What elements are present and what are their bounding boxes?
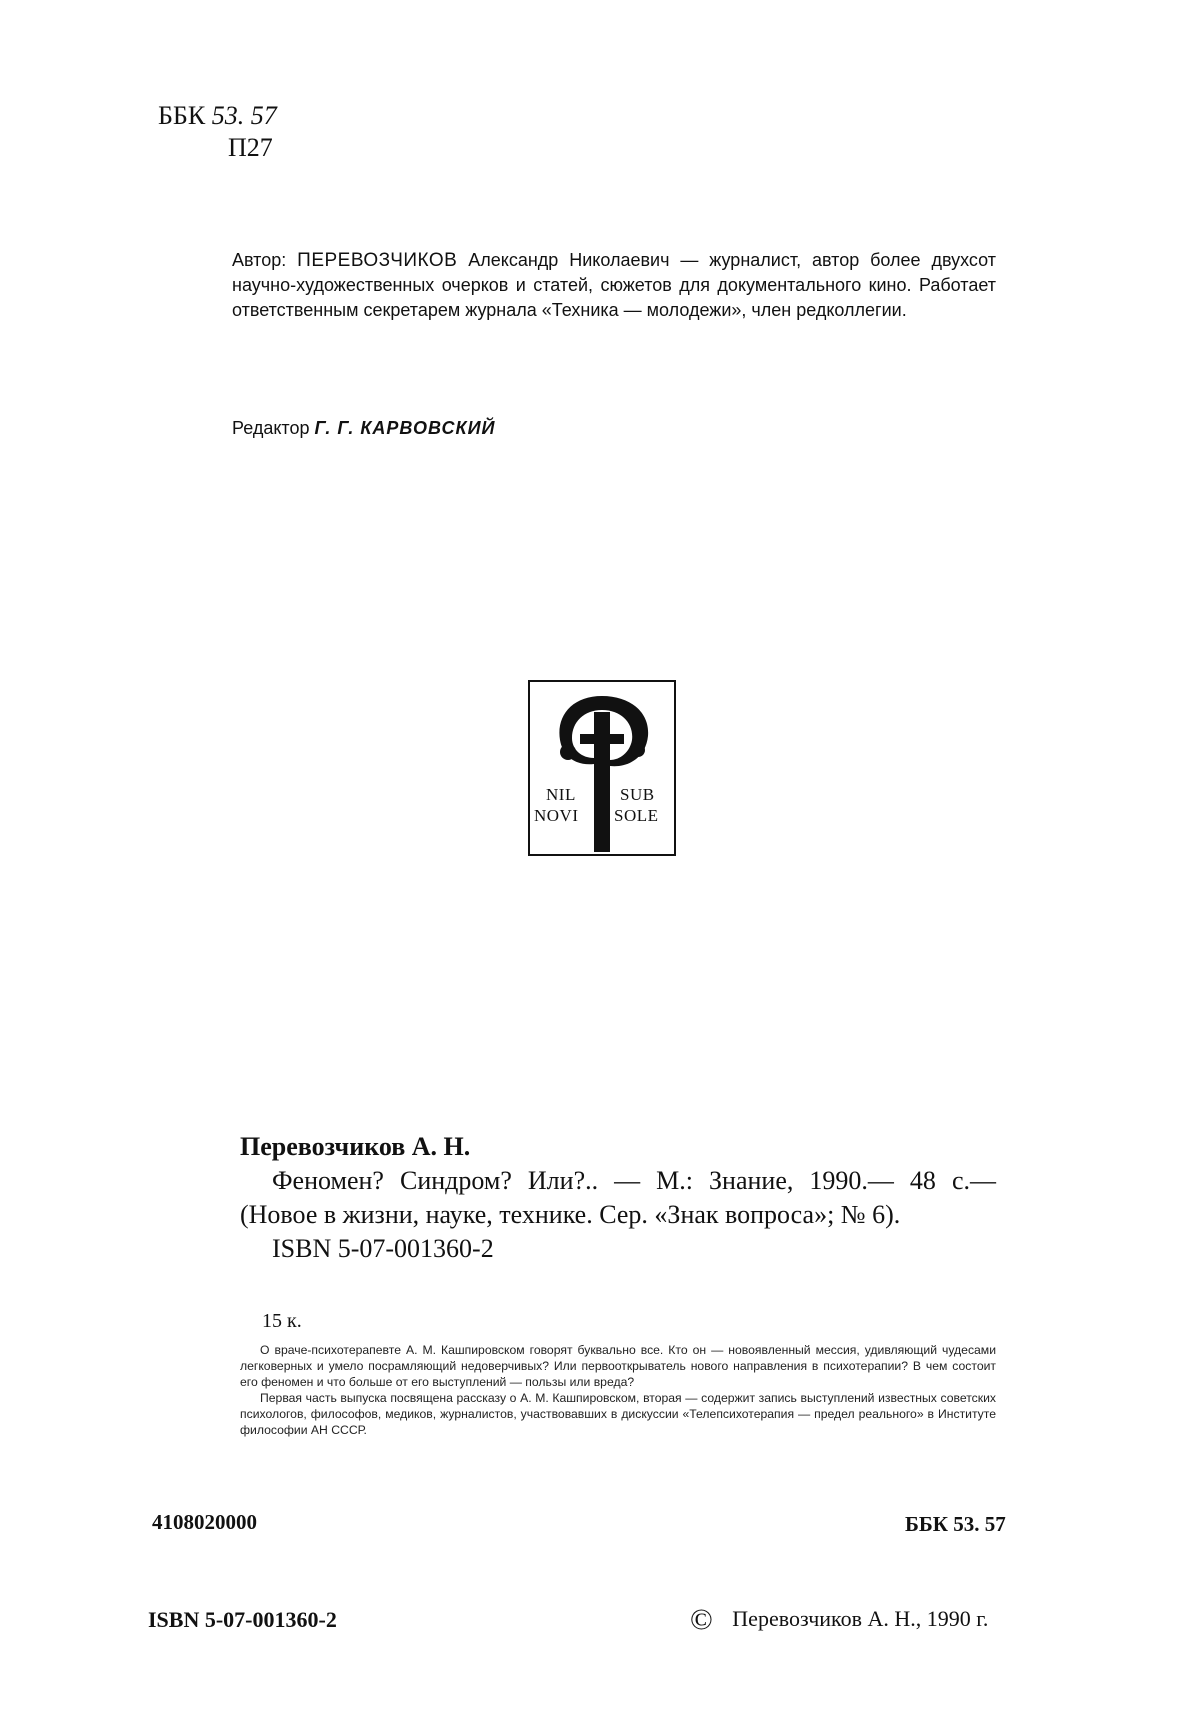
copyright-text: Перевозчиков А. Н., 1990 г. [732,1606,989,1631]
price: 15 к. [262,1310,302,1332]
bibliographic-record [240,1130,996,1266]
bbk-number: 53. 57 [211,101,277,130]
annotation [240,1342,996,1438]
footer-bbk: ББК 53. 57 [905,1512,1006,1536]
logo-motto-sub: SUB [620,785,655,804]
bbk-label: ББК [158,101,206,130]
record-description: Феномен? Синдром? Или?.. — М.: Знание, 1990.— 48 с.— (Новое в жизни, науке, технике. Сер. «Знак вопроса»; № 6). [240,1166,996,1229]
author-label: Автор: [232,250,287,270]
record-author: Перевозчиков А. Н. [240,1132,471,1161]
copyright-icon: © [690,1603,713,1636]
catalog-code: 4108020000 [152,1510,257,1534]
logo-motto-nil: NIL [546,785,576,804]
logo-motto-sole: SOLE [614,806,659,825]
author-code: П27 [228,133,273,162]
editor-line [232,418,495,439]
author-name: ПЕРЕВОЗЧИКОВ [297,250,458,271]
author-description: Александр Николаевич — журналист, автор более двухсот научно-художественных очерков и статей, сюжетов для документального кино. Работает ответственным секретарем журнала «Техника — молодежи», член редколлегии. [232,250,996,320]
annotation-paragraph-1: О враче-психотерапевте А. М. Кашпировском говорят буквально все. Кто он — новоявленный мессия, удивляющий чудесами легковерных и умело посрамляющий недоверчивых? Или первооткрыватель нового направления в психотерапии? В чем состоит его феномен и что больше от его выступлений — пользы или вреда? [240,1343,996,1389]
copyright-line [690,1603,988,1637]
logo-motto-novi: NOVI [534,806,579,825]
logo-emblem-icon [530,682,674,854]
editor-name: Г. Г. КАРВОВСКИЙ [314,418,496,438]
record-isbn: ISBN 5-07-001360-2 [272,1234,494,1263]
publisher-logo [528,680,676,856]
bbk-classification [158,100,277,164]
author-note [232,248,996,323]
editor-label: Редактор [232,418,310,438]
footer-isbn: ISBN 5-07-001360-2 [148,1607,337,1632]
annotation-paragraph-2: Первая часть выпуска посвящена рассказу о А. М. Кашпировском, вторая — содержит запись выступлений известных советских психологов, философов, медиков, журналистов, участвовавших в дискуссии «Телепсихотерапия — предел реального» в Институте философии АН СССР. [240,1391,996,1437]
